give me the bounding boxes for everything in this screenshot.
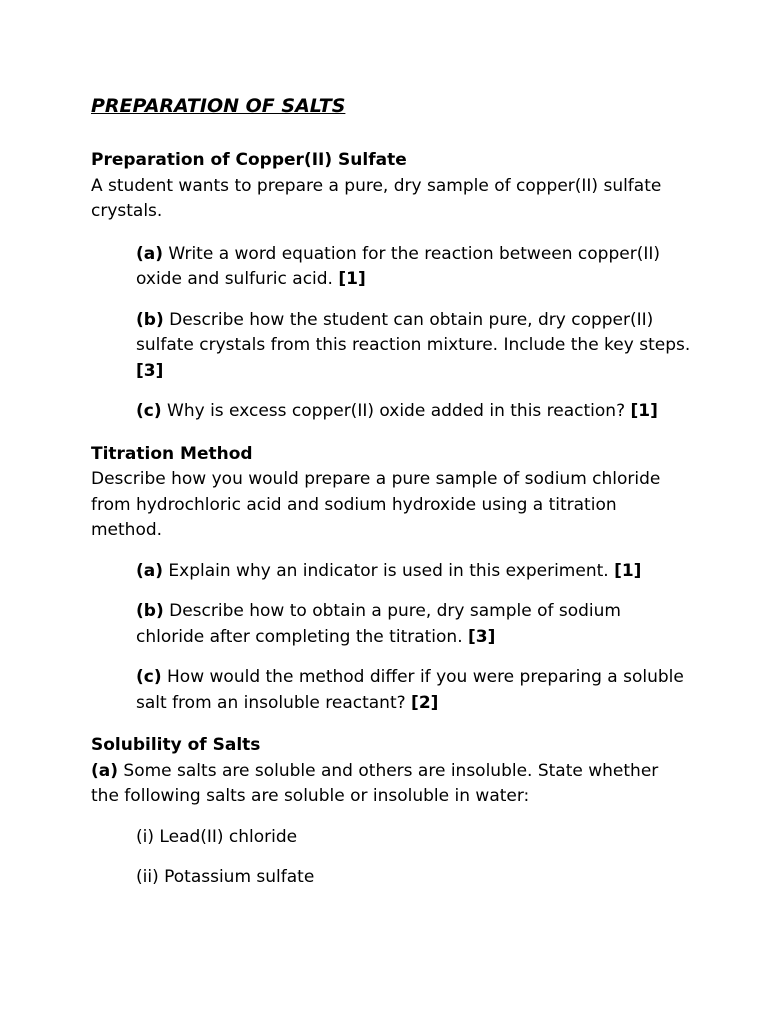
question-marks: [3] xyxy=(136,360,164,381)
section-intro xyxy=(91,759,691,810)
section-heading-titration: Titration Method xyxy=(91,443,253,464)
section-heading-solubility: Solubility of Salts xyxy=(91,735,261,755)
question-text: Explain why an indicator is used in this experiment. xyxy=(163,560,615,581)
question-marks: [1] xyxy=(630,401,658,421)
question-label: (a) xyxy=(91,760,119,781)
question-marks: [1] xyxy=(614,560,642,581)
question-item xyxy=(136,559,691,585)
question-text: How would the method differ if you were preparing a soluble salt from an insoluble reactant? xyxy=(136,667,684,713)
question-text: Describe how to obtain a pure, dry sample of sodium chloride after completing the titration. xyxy=(136,601,621,647)
question-item xyxy=(136,399,691,425)
question-text: Some salts are soluble and others are insoluble. State whether the following salts are soluble or insoluble in water: xyxy=(91,760,659,806)
question-label: (c) xyxy=(136,401,162,421)
document-page xyxy=(91,92,691,906)
question-item xyxy=(136,599,691,650)
list-item: (i) Lead(II) chloride xyxy=(136,826,298,847)
question-item xyxy=(136,665,691,716)
question-label: (c) xyxy=(136,667,162,687)
question-label: (a) xyxy=(136,560,164,581)
question-text: Why is excess copper(II) oxide added in this reaction? xyxy=(161,401,631,421)
question-marks: [3] xyxy=(468,626,496,647)
section-intro: A student wants to prepare a pure, dry sample of copper(II) sulfate crystals. xyxy=(91,175,662,221)
question-label: (b) xyxy=(136,309,164,330)
question-marks: [2] xyxy=(411,692,439,713)
list-item: (ii) Potassium sulfate xyxy=(136,867,315,887)
question-label: (a) xyxy=(136,243,164,264)
page-title: PREPARATION OF SALTS xyxy=(91,95,346,117)
section-heading-copper-sulfate: Preparation of Copper(II) Sulfate xyxy=(91,150,407,170)
question-item xyxy=(136,308,691,385)
question-text: Write a word equation for the reaction between copper(II) oxide and sulfuric acid. xyxy=(136,243,660,289)
question-text: Describe how the student can obtain pure, dry copper(II) sulfate crystals from this reaction mixture. Include the key steps. xyxy=(136,309,691,355)
question-marks: [1] xyxy=(338,269,366,289)
question-item xyxy=(136,242,691,293)
section-intro: Describe how you would prepare a pure sample of sodium chloride from hydrochloric acid and sodium hydroxide using a titration method. xyxy=(91,469,661,540)
question-label: (b) xyxy=(136,601,164,621)
